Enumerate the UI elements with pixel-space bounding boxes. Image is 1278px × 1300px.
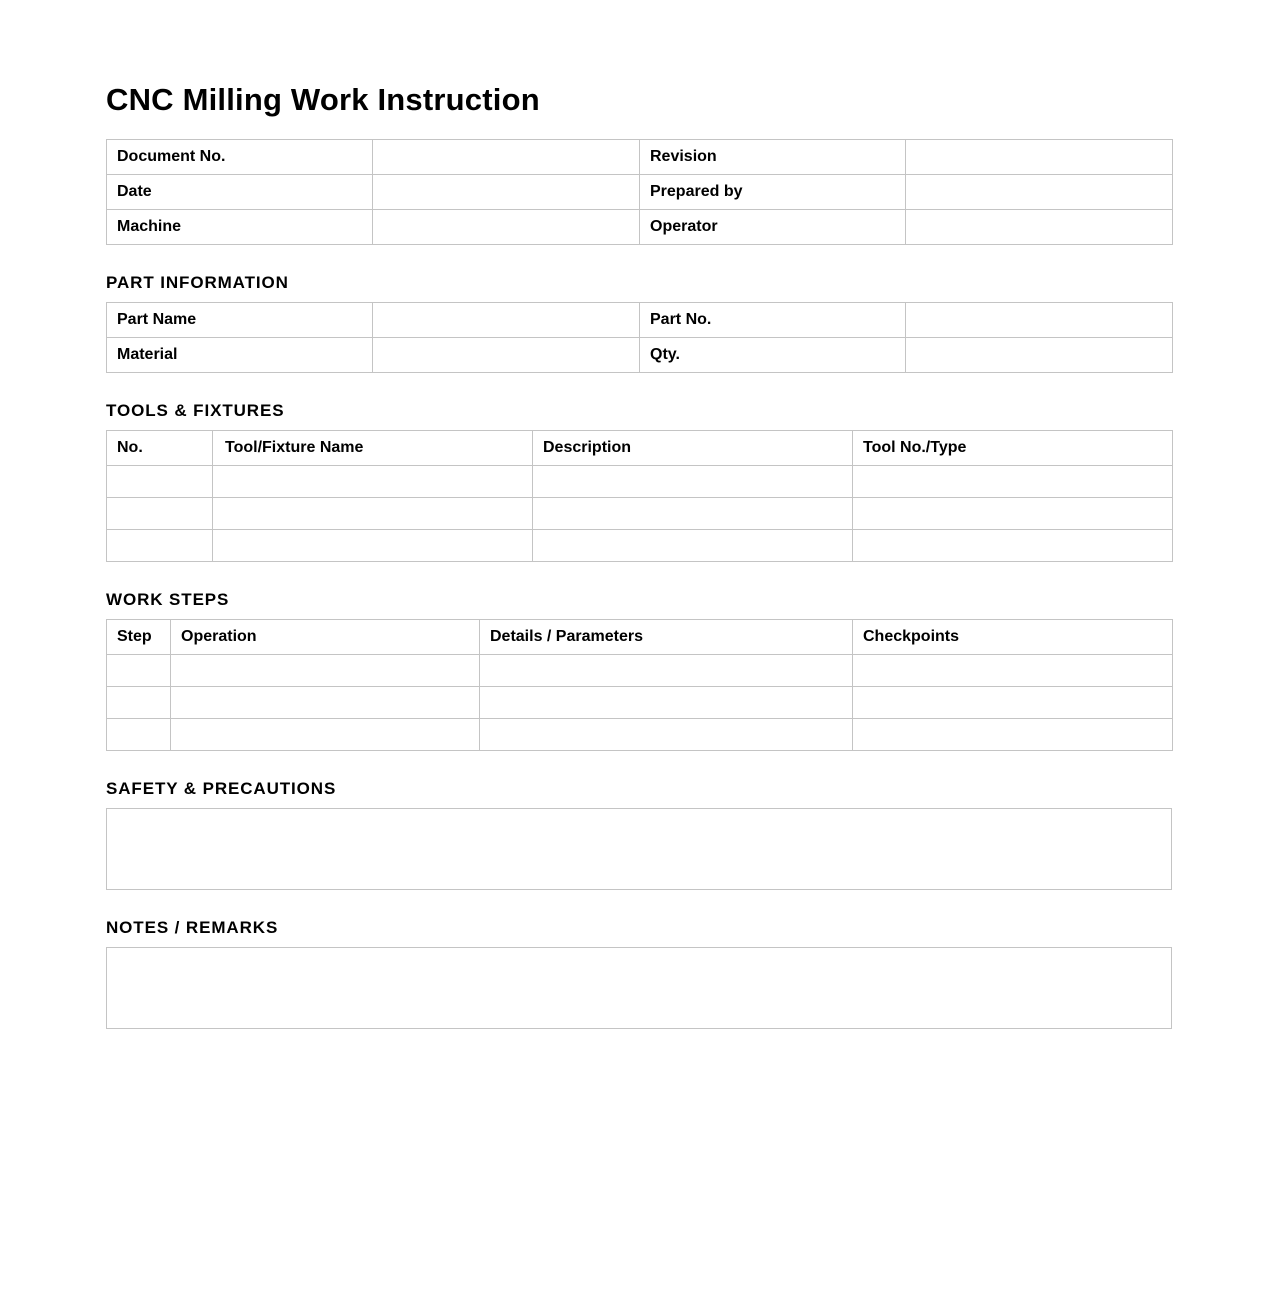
machine-label: Machine: [107, 210, 373, 245]
date-label: Date: [107, 175, 373, 210]
table-cell[interactable]: [171, 655, 480, 687]
qty-label: Qty.: [640, 338, 906, 373]
table-cell[interactable]: [533, 498, 853, 530]
column-header: Tool No./Type: [853, 431, 1173, 466]
table-cell[interactable]: [853, 687, 1173, 719]
table-cell[interactable]: [213, 498, 533, 530]
table-cell[interactable]: [533, 530, 853, 562]
table-cell[interactable]: [480, 655, 853, 687]
table-cell[interactable]: [533, 466, 853, 498]
notes-text-area[interactable]: [106, 947, 1172, 1029]
column-header: Description: [533, 431, 853, 466]
table-cell[interactable]: [853, 655, 1173, 687]
revision-field[interactable]: [906, 140, 1173, 175]
prepared-by-field[interactable]: [906, 175, 1173, 210]
table-row: [107, 140, 1173, 175]
revision-label: Revision: [640, 140, 906, 175]
part-no-label: Part No.: [640, 303, 906, 338]
operator-label: Operator: [640, 210, 906, 245]
part-name-field[interactable]: [373, 303, 640, 338]
table-header-row: [107, 431, 1173, 466]
table-cell[interactable]: [480, 719, 853, 751]
column-header: Details / Parameters: [480, 620, 853, 655]
part-information-heading: PART INFORMATION: [106, 273, 289, 292]
table-row: [107, 466, 1173, 498]
table-row: [107, 175, 1173, 210]
document-no-label: Document No.: [107, 140, 373, 175]
table-cell[interactable]: [213, 466, 533, 498]
table-cell[interactable]: [107, 719, 171, 751]
safety-text-area[interactable]: [106, 808, 1172, 890]
table-cell[interactable]: [171, 719, 480, 751]
table-cell[interactable]: [107, 655, 171, 687]
date-field[interactable]: [373, 175, 640, 210]
column-header: Tool/Fixture Name: [213, 431, 533, 466]
notes-heading: NOTES / REMARKS: [106, 918, 279, 937]
table-row: [107, 530, 1173, 562]
operator-field[interactable]: [906, 210, 1173, 245]
table-cell[interactable]: [107, 687, 171, 719]
table-row: [107, 687, 1173, 719]
part-name-label: Part Name: [107, 303, 373, 338]
tools-fixtures-heading: TOOLS & FIXTURES: [106, 401, 285, 420]
table-cell[interactable]: [853, 530, 1173, 562]
work-steps-heading: WORK STEPS: [106, 590, 230, 609]
safety-heading: SAFETY & PRECAUTIONS: [106, 779, 337, 798]
part-no-field[interactable]: [906, 303, 1173, 338]
table-row: [107, 498, 1173, 530]
material-field[interactable]: [373, 338, 640, 373]
table-header-row: [107, 620, 1173, 655]
tools-fixtures-table: [106, 430, 1173, 562]
table-row: [107, 719, 1173, 751]
table-row: [107, 338, 1173, 373]
table-cell[interactable]: [107, 530, 213, 562]
table-cell[interactable]: [171, 687, 480, 719]
table-cell[interactable]: [107, 466, 213, 498]
prepared-by-label: Prepared by: [640, 175, 906, 210]
table-cell[interactable]: [853, 466, 1173, 498]
header-info-table: [106, 139, 1173, 245]
table-row: [107, 210, 1173, 245]
column-header: Step: [107, 620, 171, 655]
table-row: [107, 303, 1173, 338]
document-no-field[interactable]: [373, 140, 640, 175]
column-header: Operation: [171, 620, 480, 655]
machine-field[interactable]: [373, 210, 640, 245]
part-information-table: [106, 302, 1173, 373]
table-cell[interactable]: [853, 719, 1173, 751]
work-steps-table: [106, 619, 1173, 751]
table-cell[interactable]: [480, 687, 853, 719]
qty-field[interactable]: [906, 338, 1173, 373]
table-cell[interactable]: [213, 530, 533, 562]
table-cell[interactable]: [853, 498, 1173, 530]
table-cell[interactable]: [107, 498, 213, 530]
material-label: Material: [107, 338, 373, 373]
table-row: [107, 655, 1173, 687]
column-header: Checkpoints: [853, 620, 1173, 655]
page-title: CNC Milling Work Instruction: [106, 82, 540, 117]
column-header: No.: [107, 431, 213, 466]
